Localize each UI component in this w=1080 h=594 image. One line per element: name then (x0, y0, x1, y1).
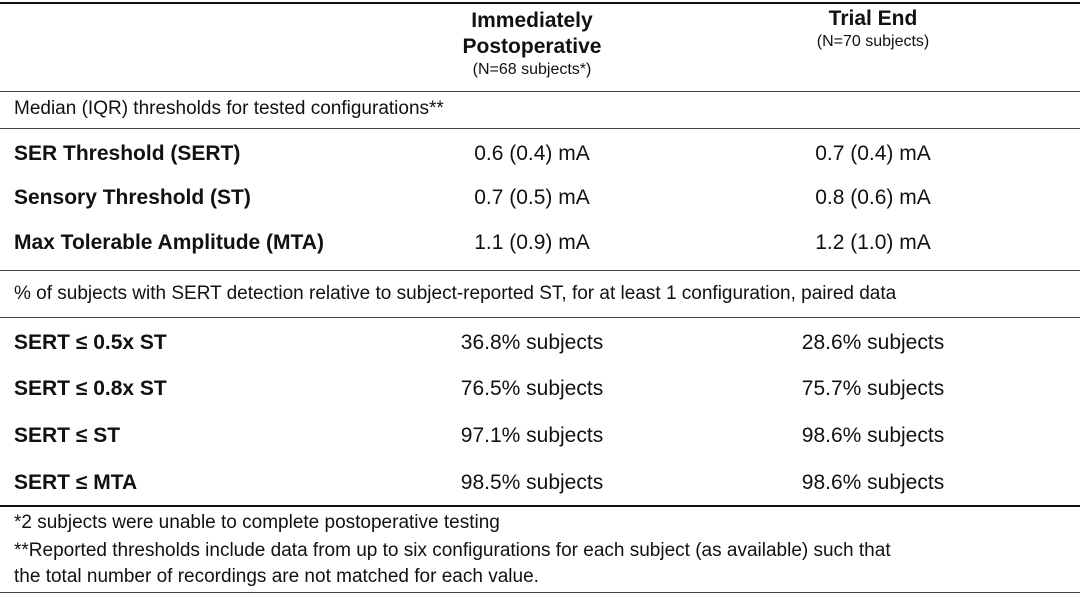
row-value-postop: 36.8% subjects (460, 331, 604, 354)
row-value-postop: 97.1% subjects (460, 424, 604, 447)
table-top-rule (0, 2, 1080, 4)
column-header-postop (412, 8, 652, 80)
row-value-postop: 0.7 (0.5) mA (474, 186, 590, 209)
footnote-bottom-rule (0, 592, 1080, 593)
row-label: SERT ≤ 0.5x ST (14, 331, 167, 354)
row-value-trial-end: 28.6% subjects (801, 331, 945, 354)
section1-bottom-rule (0, 270, 1080, 271)
footnote-2: **Reported thresholds include data from up to six configurations for each subject (as available) such that (14, 540, 891, 561)
row-value-trial-end: 0.8 (0.6) mA (815, 186, 931, 209)
row-label: Max Tolerable Amplitude (MTA) (14, 231, 324, 254)
row-value-postop: 1.1 (0.9) mA (474, 231, 590, 254)
row-label: Sensory Threshold (ST) (14, 186, 251, 209)
column-header-postop-line2: Postoperative (462, 35, 602, 58)
row-value-trial-end: 0.7 (0.4) mA (815, 142, 931, 165)
column-header-trial-end (753, 6, 993, 52)
row-value-trial-end: 98.6% subjects (801, 471, 945, 494)
row-value-postop: 98.5% subjects (460, 471, 604, 494)
row-value-trial-end: 1.2 (1.0) mA (815, 231, 931, 254)
section1-rule (0, 128, 1080, 129)
footnote-1: *2 subjects were unable to complete postoperative testing (14, 512, 500, 533)
row-value-trial-end: 98.6% subjects (801, 424, 945, 447)
header-rule (0, 91, 1080, 92)
row-value-postop: 0.6 (0.4) mA (474, 142, 590, 165)
column-header-trial-end-n: (N=70 subjects) (816, 33, 930, 50)
section-title-thresholds: Median (IQR) thresholds for tested configurations** (14, 98, 444, 119)
table-bottom-rule (0, 505, 1080, 507)
section-title-sert-detection: % of subjects with SERT detection relative to subject-reported ST, for at least 1 configuration, paired data (14, 283, 897, 304)
column-header-trial-end-title: Trial End (828, 7, 918, 30)
section2-rule (0, 317, 1080, 318)
row-value-postop: 76.5% subjects (460, 377, 604, 400)
column-header-postop-n: (N=68 subjects*) (472, 61, 592, 78)
row-label: SER Threshold (SERT) (14, 142, 241, 165)
row-value-trial-end: 75.7% subjects (801, 377, 945, 400)
row-label: SERT ≤ ST (14, 424, 121, 447)
column-header-postop-line1: Immediately (471, 9, 593, 32)
row-label: SERT ≤ 0.8x ST (14, 377, 167, 400)
footnote-2-continued: the total number of recordings are not matched for each value. (14, 566, 539, 587)
row-label: SERT ≤ MTA (14, 471, 138, 494)
